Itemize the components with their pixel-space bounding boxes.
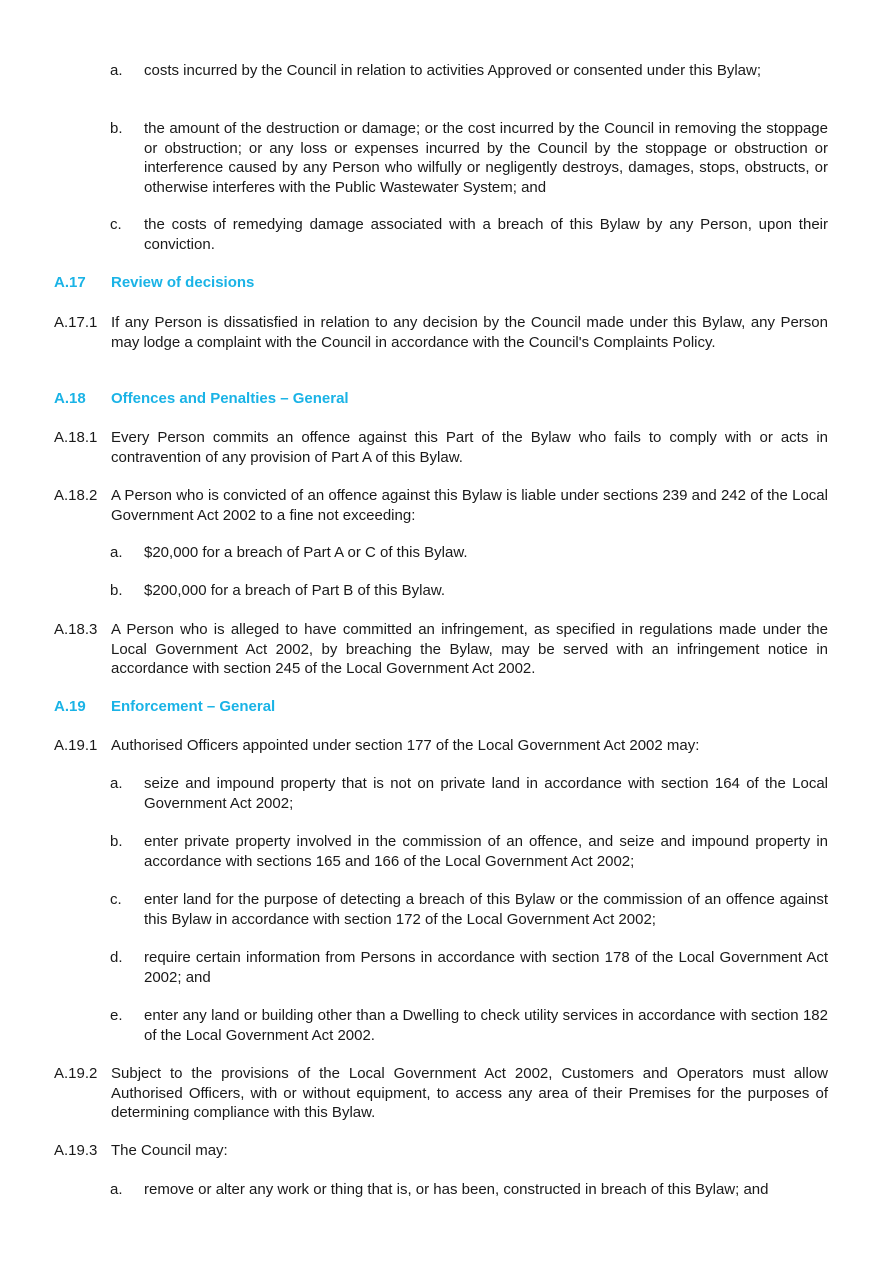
heading-text: Review of decisions [111, 274, 255, 291]
clause-text: If any Person is dissatisfied in relation to any decision by the Council made under this Bylaw, any Person may lodge a complaint with the Council in accordance with the Council's Complaints Policy. [111, 314, 828, 351]
clause [54, 736, 828, 756]
clause-number: A.18.3 [54, 621, 98, 638]
list-item [110, 1006, 828, 1045]
clause-number: A.19.2 [54, 1065, 98, 1082]
list-item [110, 1180, 828, 1200]
item-text: enter any land or building other than a Dwelling to check utility services in accordance with section 182 of the Local Government Act 2002. [144, 1007, 828, 1044]
item-text: costs incurred by the Council in relation to activities Approved or consented under this Bylaw; [144, 62, 761, 79]
heading-text: Enforcement – General [111, 698, 276, 715]
clause [54, 428, 828, 467]
clause-text: Subject to the provisions of the Local Government Act 2002, Customers and Operators must allow Authorised Officers, with or without equipment, to access any area of their Premises for the purposes of determining compliance with this Bylaw. [111, 1065, 828, 1121]
section-heading [54, 389, 828, 409]
clause [54, 1141, 828, 1161]
clause [54, 486, 828, 525]
clause-number: A.17.1 [54, 314, 98, 331]
list-item [110, 832, 828, 871]
item-number: c. [110, 216, 122, 233]
clause [54, 620, 828, 679]
item-number: d. [110, 949, 123, 966]
item-text: $200,000 for a breach of Part B of this Bylaw. [144, 582, 446, 599]
list-item [110, 215, 828, 254]
item-text: $20,000 for a breach of Part A or C of this Bylaw. [144, 544, 468, 561]
list-item [110, 543, 828, 563]
item-number: e. [110, 1007, 123, 1024]
clause-number: A.18.2 [54, 487, 98, 504]
item-text: enter land for the purpose of detecting a breach of this Bylaw or the commission of an offence against this Bylaw in accordance with section 172 of the Local Government Act 2002; [144, 891, 828, 928]
clause-number: A.18.1 [54, 429, 98, 446]
heading-number: A.17 [54, 274, 86, 291]
heading-number: A.18 [54, 390, 86, 407]
item-number: a. [110, 62, 123, 79]
clause-text: Authorised Officers appointed under section 177 of the Local Government Act 2002 may: [111, 737, 700, 754]
item-number: b. [110, 582, 123, 599]
clause-text: A Person who is alleged to have committed an infringement, as specified in regulations made under the Local Government Act 2002, by breaching the Bylaw, may be served with an infringement notice in accordance with section 245 of the Local Government Act 2002. [111, 621, 828, 677]
item-text: enter private property involved in the commission of an offence, and seize and impound property in accordance with sections 165 and 166 of the Local Government Act 2002; [144, 833, 828, 870]
item-number: a. [110, 775, 123, 792]
section-heading [54, 273, 828, 293]
list-item [110, 581, 828, 601]
clause-text: A Person who is convicted of an offence against this Bylaw is liable under sections 239 and 242 of the Local Government Act 2002 to a fine not exceeding: [111, 487, 828, 524]
list-item [110, 61, 828, 81]
list-item [110, 119, 828, 197]
item-number: b. [110, 833, 123, 850]
list-item [110, 774, 828, 813]
clause-text: Every Person commits an offence against this Part of the Bylaw who fails to comply with or acts in contravention of any provision of Part A of this Bylaw. [111, 429, 828, 466]
list-item [110, 948, 828, 987]
clause-number: A.19.1 [54, 737, 98, 754]
item-text: remove or alter any work or thing that is, or has been, constructed in breach of this Bylaw; and [144, 1181, 769, 1198]
section-heading [54, 697, 828, 717]
item-text: the amount of the destruction or damage; or the cost incurred by the Council in removing the stoppage or obstruction; or any loss or expenses incurred by the Council by the stoppage or obstruction or interference caused by any Person who wilfully or negligently destroys, damages, stops, obstructs, or otherwise interferes with the Public Wastewater System; and [144, 120, 828, 196]
item-number: a. [110, 544, 123, 561]
heading-text: Offences and Penalties – General [111, 390, 349, 407]
item-number: c. [110, 891, 122, 908]
clause [54, 1064, 828, 1123]
item-text: seize and impound property that is not on private land in accordance with section 164 of the Local Government Act 2002; [144, 775, 828, 812]
item-text: the costs of remedying damage associated with a breach of this Bylaw by any Person, upon their conviction. [144, 216, 828, 253]
item-text: require certain information from Persons in accordance with section 178 of the Local Government Act 2002; and [144, 949, 828, 986]
item-number: a. [110, 1181, 123, 1198]
clause [54, 313, 828, 352]
item-number: b. [110, 120, 123, 137]
heading-number: A.19 [54, 698, 86, 715]
clause-text: The Council may: [111, 1142, 228, 1159]
clause-number: A.19.3 [54, 1142, 98, 1159]
list-item [110, 890, 828, 929]
